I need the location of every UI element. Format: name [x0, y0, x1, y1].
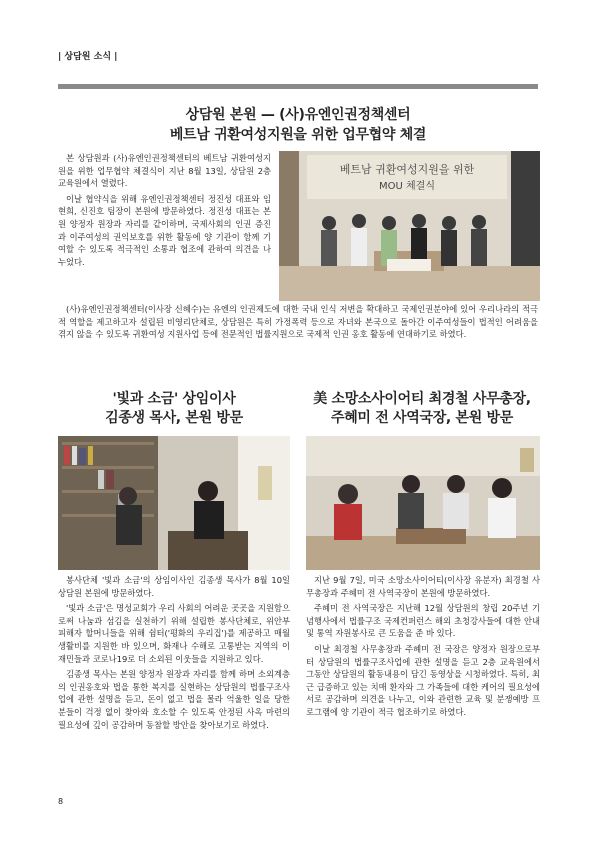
article3-title	[306, 390, 538, 428]
article1-title	[58, 105, 538, 145]
article3-photo	[306, 436, 540, 570]
article2-paragraph-3: 김종생 목사는 본원 양정자 원장과 자리를 함께 하며 소외계층의 인권옹호와 법을 통한 복지를 실현하는 상담원의 법률구조사업에 관한 설명을 듣고, 돈이 없고 법을 몰라 억울한 일을 당한 분들이 걱정 없이 찾아와 호소할 수 있도록 안정된 사옥 마련의 필요성에 깊이 공감하며 동참할 방안을 찾아보기로 하였다.	[58, 669, 290, 730]
section-label: | 상담원 소식 |	[58, 52, 118, 62]
page-number: 8	[58, 797, 64, 806]
article1-title-line2: 베트남 귀환여성지원을 위한 업무협약 체결	[169, 127, 427, 143]
article1-left-text	[58, 152, 271, 268]
article3-title-line2: 주혜미 전 사역국장, 본원 방문	[330, 410, 513, 426]
article1-paragraph-2: 이날 협약식을 위해 유엔인권정책센터 정진성 대표와 임현희, 신진호 팀장이 본원에 방문하였다. 정진성 대표는 본원 양정자 원장과 자리를 같이하며, 국제사회의 인권 증진과 이주여성의 권익보호를 위한 활동에 양 기관이 함께 기여할 수 있도록 적극적인 소통과 협조에 관하여 의견을 나누었다.	[58, 193, 271, 267]
article1-paragraph-1: 본 상담원과 (사)유엔인권정책센터의 베트남 귀환여성지원을 위한 업무협약 체결식이 지난 8월 13일, 상담원 2층 교육원에서 열렸다.	[58, 153, 271, 189]
photo-banner-line1: 베트남 귀환여성지원을 위한	[339, 163, 475, 176]
article1-title-line1: 상담원 본원 — (사)유엔인권정책센터	[185, 107, 411, 123]
article2-text	[58, 574, 290, 731]
article1-paragraph-3: (사)유엔인권정책센터(이사장 신혜수)는 유엔의 인권제도에 대한 국내 인식 저변을 확대하고 국제인권분야에 있어 우리나라의 적극적 역할을 제고하고자 설립된 비영리단체로, 상담원은 특히 가정폭력 등으로 자녀와 본국으로 돌아간 이주여성들이 법적인 어려움을 겪지 않을 수 있도록 귀환여성 지원사업 등에 전문적인 법률지원으로 국제적 인권 옹호 활동에 연대하기로 하였다.	[58, 304, 538, 340]
photo-banner-line2: MOU 체결식	[379, 181, 435, 192]
article2-photo	[58, 436, 290, 570]
article1-photo	[279, 151, 540, 301]
article2-title-line2: 김종생 목사, 본원 방문	[105, 410, 243, 426]
article3-paragraph-1: 지난 9월 7일, 미국 소망소사이어티(이사장 유분자) 최경철 사무총장과 주혜미 전 사역국장이 본원에 방문하였다.	[306, 575, 540, 598]
article2-title-line1: '빛과 소금' 상임이사	[112, 391, 236, 407]
article3-title-line1: 美 소망소사이어티 최경철 사무총장,	[313, 391, 531, 407]
header-rule	[58, 84, 538, 89]
article3-text	[306, 574, 540, 719]
article2-paragraph-2: '빛과 소금'은 명성교회가 우리 사회의 어려운 곳곳을 지원함으로써 나눔과 섬김을 실천하기 위해 설립한 봉사단체로, 위안부 피해자 할머니들을 위해 쉼터('평화의 우리집')를 제공하고 매월 생활비를 지원한 바 있으며, 화재나 수해로 고통받는 지역의 이재민들과 코로나19로 더 소외된 이웃들을 지원하고 있다.	[58, 603, 290, 664]
article3-paragraph-2: 주혜미 전 사역국장은 지난해 12월 상담원의 창립 20주년 기념행사에서 법률구조 국제컨퍼런스 해외 초청강사들에 대한 안내 및 통역 자원봉사로 큰 도움을 준 바 있다.	[306, 603, 540, 639]
article2-title	[58, 390, 290, 428]
article3-paragraph-3: 이날 최경철 사무총장과 주혜미 전 국장은 양정자 원장으로부터 상담원의 법률구조사업에 관한 설명을 듣고 2층 교육원에서 그동안 상담원의 활동내용이 담긴 동영상을 시청하였다. 특히, 최근 급증하고 있는 치매 환자와 그 가족들에 대한 케어의 필요성에 서로 공감하며 의견을 나누고, 이와 관련한 교육 및 분쟁예방 프로그램에 양 기관이 적극 협조하기로 하였다.	[306, 643, 540, 717]
article1-full-text	[58, 303, 538, 341]
article2-paragraph-1: 봉사단체 '빛과 소금'의 상임이사인 김종생 목사가 8월 10일 상담원 본원에 방문하였다.	[58, 575, 290, 598]
